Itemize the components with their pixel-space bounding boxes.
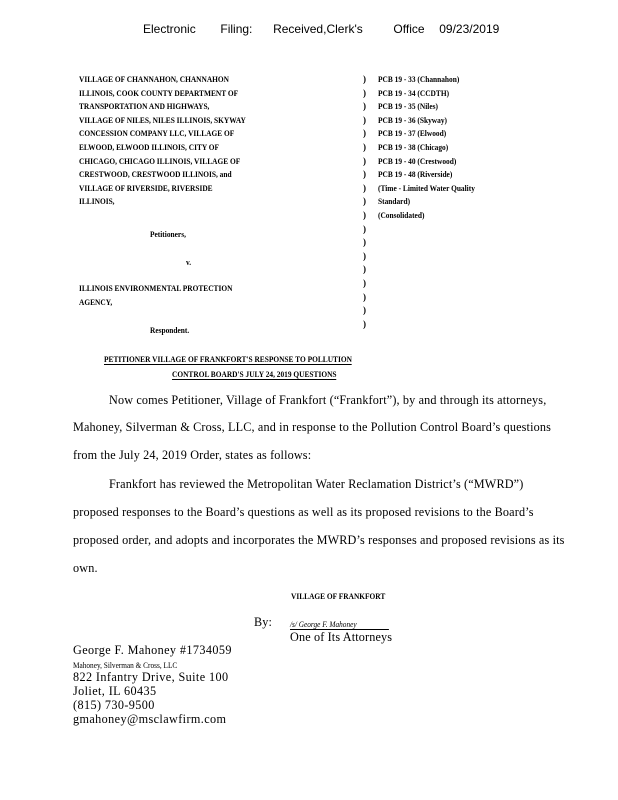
proceeding-type: (Time - Limited Water Quality (378, 182, 475, 193)
proceeding-type: (Consolidated) (378, 209, 425, 220)
stamp-filing: Filing: (220, 22, 253, 36)
case-number: PCB 19 - 33 (Channahon) (378, 74, 460, 84)
party-line: CONCESSION COMPANY LLC, VILLAGE OF (79, 128, 235, 139)
caption-paren: ) (363, 250, 366, 261)
caption-paren: ) (363, 209, 366, 220)
petitioners-label: Petitioners, (150, 229, 186, 239)
caption-paren: ) (363, 182, 366, 193)
attorney-firm: Mahoney, Silverman & Cross, LLC (73, 660, 178, 670)
caption-paren: ) (363, 196, 366, 207)
party-line: ILLINOIS, (79, 196, 115, 207)
respondent-line: ILLINOIS ENVIRONMENTAL PROTECTION (79, 283, 233, 293)
party-line: TRANSPORTATION AND HIGHWAYS, (79, 101, 210, 112)
caption-parens (363, 73, 366, 332)
attorney-address-1: 822 Infantry Drive, Suite 100 (73, 670, 229, 684)
respondent-label: Respondent. (150, 325, 190, 335)
body-p2-line-3: proposed order, and adopts and incorporates the MWRD’s responses and proposed revisions as its (73, 533, 565, 547)
caption-paren: ) (363, 128, 366, 139)
signature-line: /s/ George F. Mahoney (290, 619, 389, 630)
document-title-line-2: CONTROL BOARD'S JULY 24, 2019 QUESTIONS (172, 369, 337, 379)
stamp-office: Office (393, 22, 425, 36)
caption-paren: ) (363, 264, 366, 275)
attorney-name: George F. Mahoney #1734059 (73, 643, 232, 657)
signature-party: VILLAGE OF FRANKFORT (291, 591, 386, 601)
party-line: VILLAGE OF NILES, NILES ILLINOIS, SKYWAY (79, 114, 246, 125)
case-number: PCB 19 - 35 (Niles) (378, 101, 438, 112)
caption-paren: ) (363, 305, 366, 316)
body-p1-line-1: Now comes Petitioner, Village of Frankfort (“Frankfort”), by and through its attorneys, (109, 393, 547, 407)
body-p2-line-2: proposed responses to the Board’s questions as well as its proposed revisions to the Board’s (73, 505, 534, 519)
case-number: PCB 19 - 34 (CCDTH) (378, 87, 450, 98)
party-line: VILLAGE OF RIVERSIDE, RIVERSIDE (79, 182, 213, 193)
respondent-line: AGENCY, (79, 296, 113, 307)
caption-paren: ) (363, 87, 366, 98)
caption-paren: ) (363, 114, 366, 125)
caption-paren: ) (363, 169, 366, 180)
body-p1-line-3: from the July 24, 2019 Order, states as follows: (73, 448, 312, 462)
versus-label: v. (186, 257, 192, 267)
body-p2-line-1: Frankfort has reviewed the Metropolitan Water Reclamation District’s (“MWRD”) (109, 477, 524, 491)
stamp-date: 09/23/2019 (439, 22, 500, 36)
party-line: ELWOOD, ELWOOD ILLINOIS, CITY OF (79, 141, 220, 152)
party-line: ILLINOIS, COOK COUNTY DEPARTMENT OF (79, 87, 239, 98)
caption-paren: ) (363, 318, 366, 329)
caption-paren: ) (363, 155, 366, 166)
caption-paren: ) (363, 223, 366, 234)
attorney-phone: (815) 730-9500 (73, 698, 155, 712)
case-number: PCB 19 - 48 (Riverside) (378, 169, 453, 180)
caption-paren: ) (363, 101, 366, 112)
signature-by: By: (254, 615, 273, 629)
case-caption-parties (79, 73, 327, 209)
filing-stamp (143, 22, 499, 36)
body-p1-line-2: Mahoney, Silverman & Cross, LLC, and in response to the Pollution Control Board’s questions (73, 420, 551, 434)
attorney-email[interactable]: gmahoney@msclawfirm.com (73, 712, 227, 726)
case-number: PCB 19 - 36 (Skyway) (378, 114, 447, 125)
caption-paren: ) (363, 74, 366, 84)
attorney-address-2: Joliet, IL 60435 (73, 684, 157, 698)
stamp-received: Received,Clerk's (273, 22, 363, 36)
proceeding-type: Standard) (378, 196, 411, 207)
respondent-party (79, 282, 232, 309)
party-line: VILLAGE OF CHANNAHON, CHANNAHON (79, 74, 230, 84)
case-number: PCB 19 - 37 (Elwood) (378, 128, 447, 139)
caption-paren: ) (363, 141, 366, 152)
stamp-electronic: Electronic (143, 22, 196, 36)
body-p2-line-4: own. (73, 561, 98, 575)
case-number: PCB 19 - 38 (Chicago) (378, 141, 449, 152)
case-number: PCB 19 - 40 (Crestwood) (378, 155, 457, 166)
caption-paren: ) (363, 237, 366, 248)
signature-role: One of Its Attorneys (290, 630, 393, 644)
case-numbers (378, 73, 475, 223)
party-line: CHICAGO, CHICAGO ILLINOIS, VILLAGE OF (79, 155, 241, 166)
document-title-line-1: PETITIONER VILLAGE OF FRANKFORT'S RESPONSE TO POLLUTION (104, 354, 352, 364)
caption-paren: ) (363, 277, 366, 288)
party-line: CRESTWOOD, CRESTWOOD ILLINOIS, and (79, 169, 232, 180)
caption-paren: ) (363, 291, 366, 302)
